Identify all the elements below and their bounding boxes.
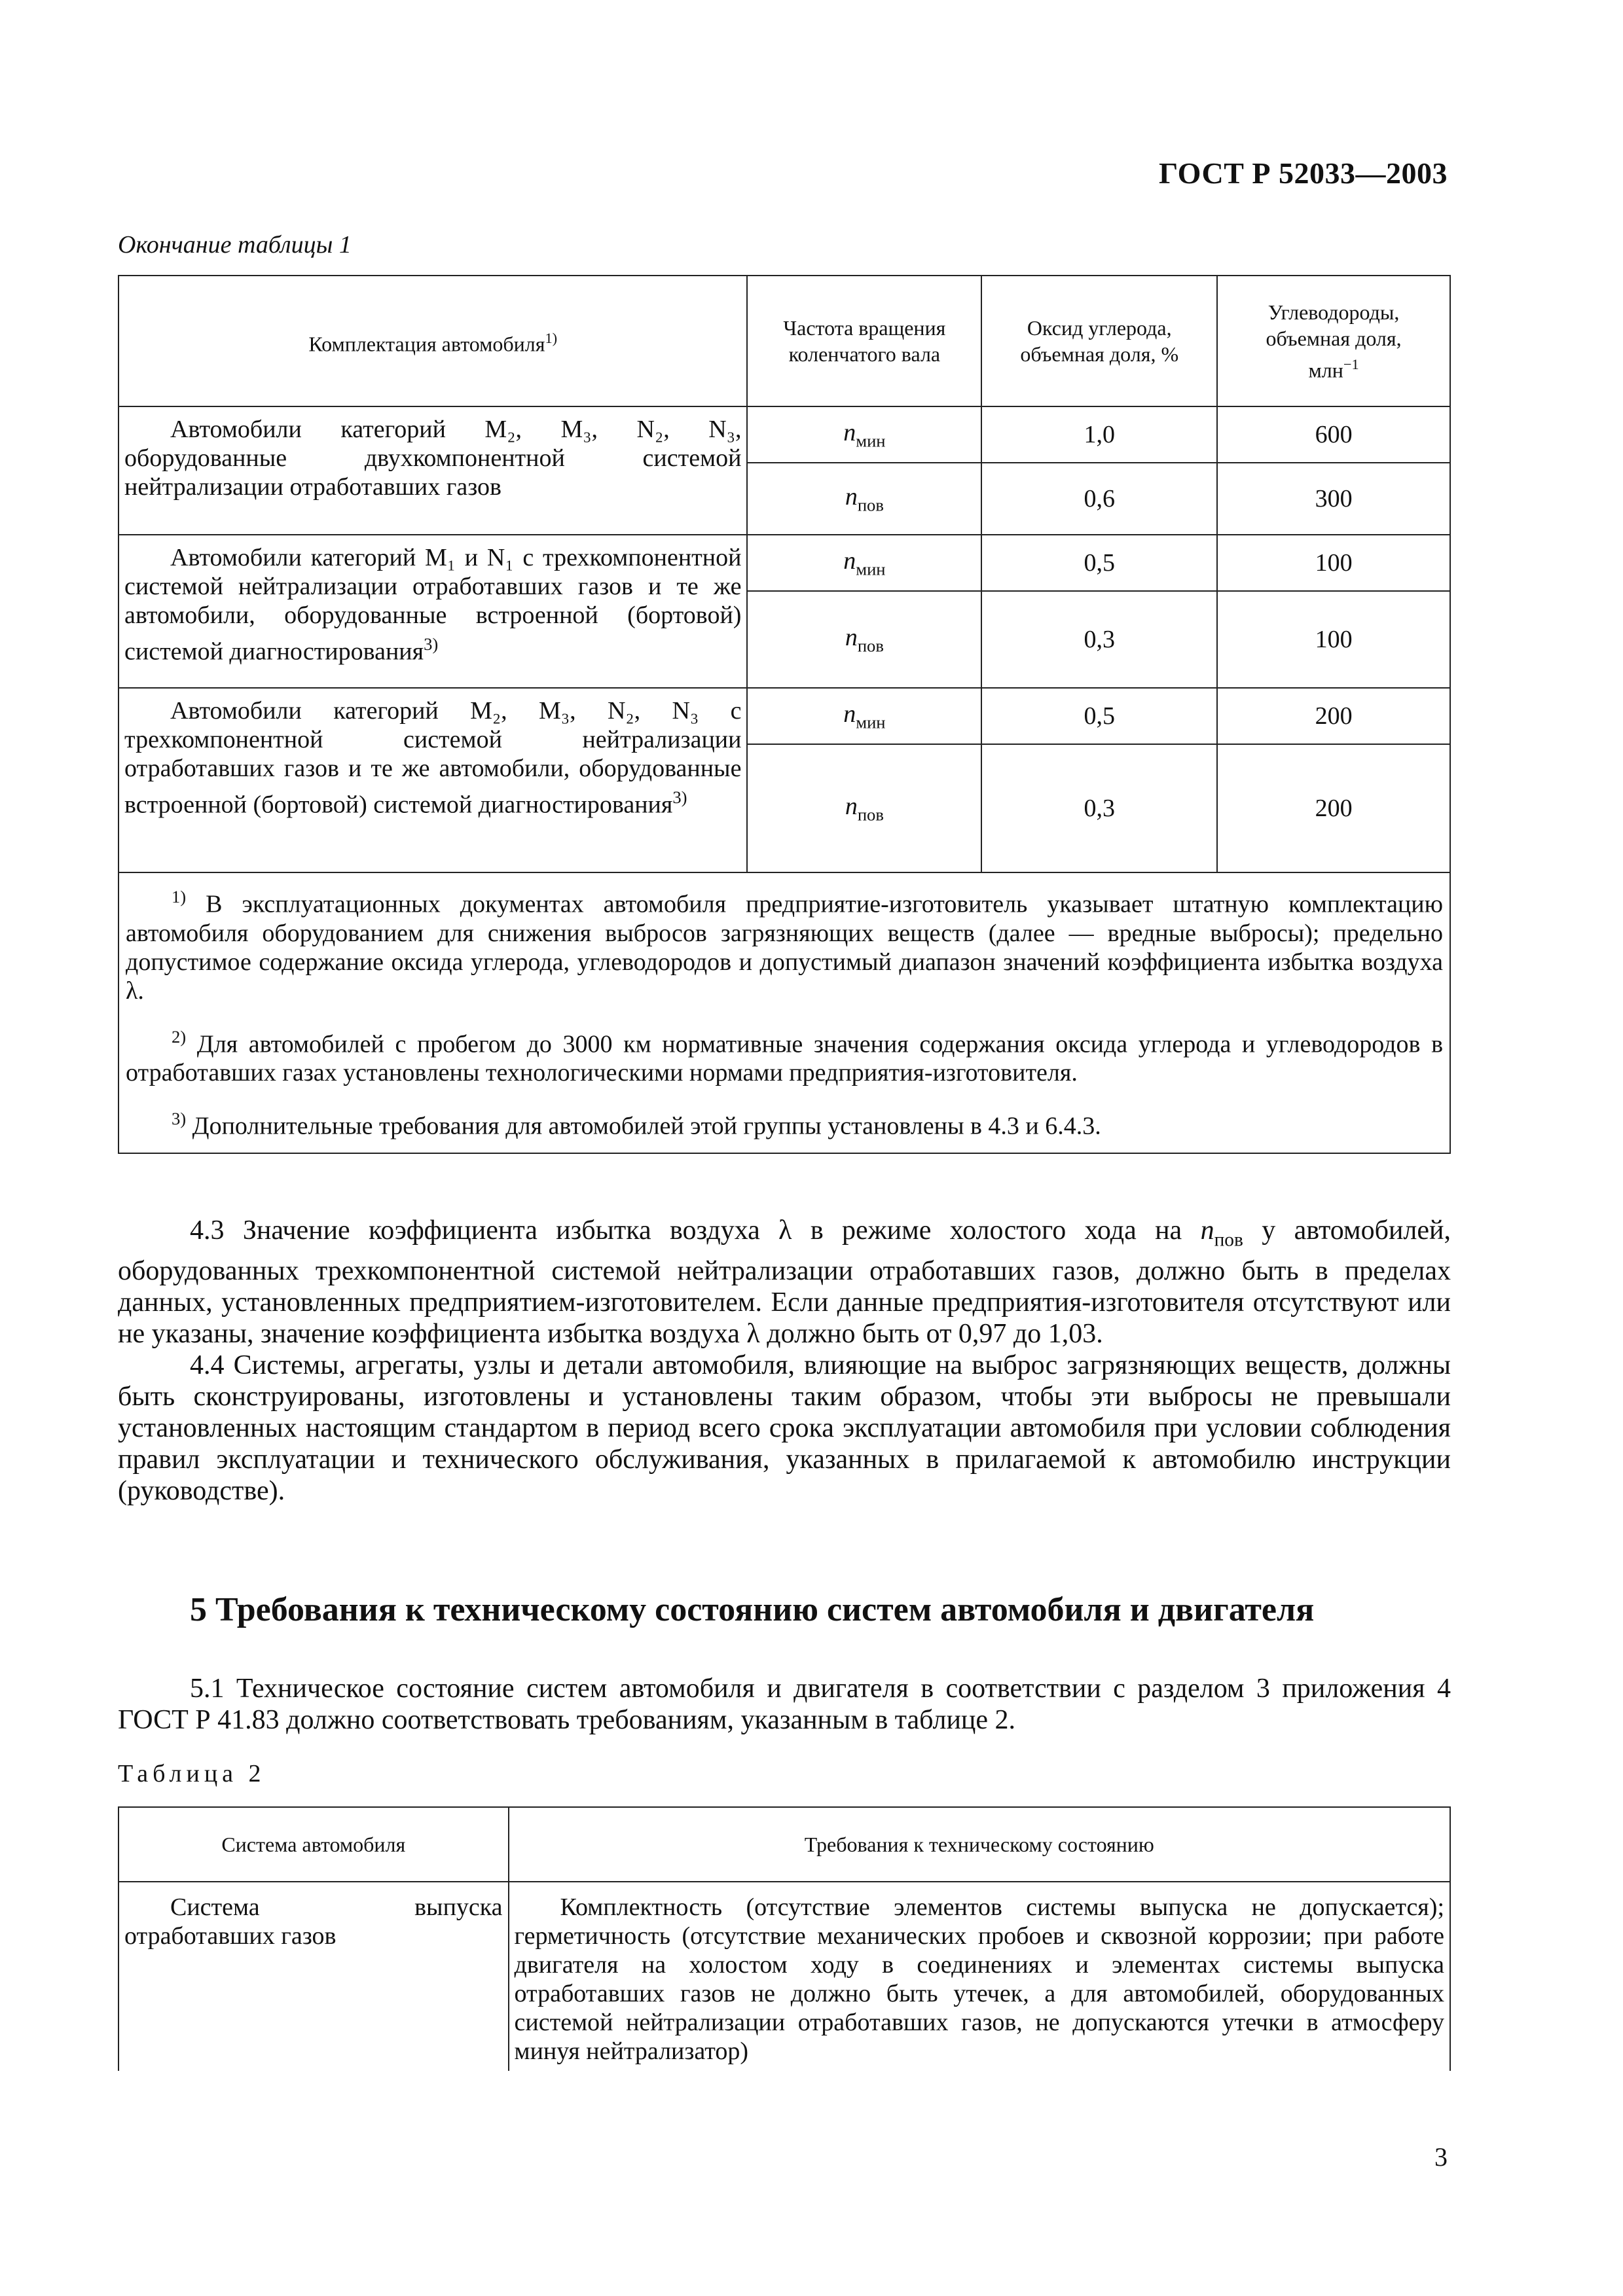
table-row bbox=[119, 1882, 1450, 2071]
table2-header-system: Система автомобиля bbox=[119, 1807, 509, 1882]
table1-header-row bbox=[119, 276, 1450, 406]
table2-header-row bbox=[119, 1807, 1450, 1882]
table1-row3-co-min: 0,5 bbox=[981, 688, 1217, 744]
table2-label: Таблица 2 bbox=[118, 1760, 266, 1787]
section-5-heading: 5 Требования к техническому состоянию систем автомобиля и двигателя bbox=[190, 1591, 1315, 1628]
table1-row1-freq-min: $n_{мин}$ bbox=[747, 406, 981, 463]
table1-row3-ch-min: 200 bbox=[1217, 688, 1450, 744]
table1-row3-freq-inc: $n_{пов}$ bbox=[747, 744, 981, 872]
table1-row1-co-inc: 0,6 bbox=[981, 463, 1217, 535]
table1-header-co: Оксид углерода, объемная доля, % bbox=[981, 276, 1217, 406]
table2-row1-requirements: Комплектность (отсутствие элементов системы выпуска не допускается); герметичность (отсутствие механических пробоев и сквозной коррозии; при работе двигателя на холостом ходу в соединениях и элементах системы выпуска отработавших газов не должно быть утечек, а для автомобилей, оборудованных системой нейтрализации отработавших газов, не допускаются утечки в атмосферу минуя нейтрализатор) bbox=[509, 1882, 1450, 2071]
table1-row2-description: Автомобили категорий M₁ и N₁ с трехкомпонентной системой нейтрализации отработавших газов и те же автомобили, оборудованные встроенной (бортовой) системой диагностирования$^{3)}$ bbox=[119, 535, 747, 688]
table1-header-frequency: Частота вращения коленчатого вала bbox=[747, 276, 981, 406]
table1-header-equipment: Комплектация автомобиля$^{1)}$ bbox=[119, 276, 747, 406]
table-row bbox=[119, 688, 1450, 744]
table1-note-3: $^{3)}$ Дополнительные требования для автомобилей этой группы установлены в 4.3 и 6.4.3. bbox=[172, 1109, 1101, 1140]
table1-notes-row bbox=[119, 872, 1450, 1153]
table1-continuation-caption: Окончание таблицы 1 bbox=[118, 231, 352, 259]
paragraphs-4-3-4-4 bbox=[118, 1215, 1451, 1507]
table1-note-1: $^{1)}$ В эксплуатационных документах автомобиля предприятие-изготовитель указывает штатную комплектацию автомобиля оборудованием для снижения выбросов загрязняющих веществ (далее — вредные выбросы); предельно допустимое содержание оксида углерода, углеводородов и допустимый диапазон значений коэффициента избытка воздуха λ. bbox=[126, 887, 1443, 1005]
paragraph-4-3: 4.3 Значение коэффициента избытка воздуха λ в режиме холостого хода на $n_{пов}$ у автомобилей, оборудованных трехкомпонентной системой нейтрализации отработавших газов, должно быть в пределах данных, установленных предприятием-изготовителем. Если данные предприятия-изготовителя отсутствуют или не указаны, значение коэффициента избытка воздуха λ должно быть от 0,97 до 1,03. bbox=[118, 1215, 1451, 1350]
table1-row2-ch-min: 100 bbox=[1217, 535, 1450, 591]
table1-row1-co-min: 1,0 bbox=[981, 406, 1217, 463]
table-row bbox=[119, 406, 1450, 463]
page-number: 3 bbox=[1434, 2142, 1448, 2172]
table1-note-2: $^{2)}$ Для автомобилей с пробегом до 3000 км нормативные значения содержания оксида углерода и углеводородов в отработавших газах установлены технологическими нормами предприятия-изготовителя. bbox=[126, 1026, 1444, 1087]
table1-row2-ch-inc: 100 bbox=[1217, 591, 1450, 688]
table1-row2-freq-inc: $n_{пов}$ bbox=[747, 591, 981, 688]
table-1 bbox=[118, 275, 1451, 1154]
table1-header-ch: Углеводороды, объемная доля, млн$^{-1}$ bbox=[1217, 276, 1450, 406]
table1-row2-co-inc: 0,3 bbox=[981, 591, 1217, 688]
table1-row3-description: Автомобили категорий M₂, M₃, N₂, N₃ с трехкомпонентной системой нейтрализации отработавших газов и те же автомобили, оборудованные встроенной (бортовой) системой диагностирования$^{3)}$ bbox=[119, 688, 747, 872]
table-row bbox=[119, 535, 1450, 591]
paragraph-5-1: 5.1 Техническое состояние систем автомобиля и двигателя в соответствии с разделом 3 приложения 4 ГОСТ Р 41.83 должно соответствовать требованиям, указанным в таблице 2. bbox=[118, 1674, 1451, 1735]
table1-row1-description: Автомобили категорий M₂, M₃, N₂, N₃, оборудованные двухкомпонентной системой нейтрализации отработавших газов bbox=[119, 406, 747, 535]
table2-row1-system: Система выпуска отработавших газов bbox=[119, 1882, 509, 2071]
standard-code-header: ГОСТ Р 52033—2003 bbox=[1159, 156, 1448, 190]
table1-row1-ch-min: 600 bbox=[1217, 406, 1450, 463]
table1-row3-co-inc: 0,3 bbox=[981, 744, 1217, 872]
table-2 bbox=[118, 1806, 1451, 2071]
table1-row2-freq-min: $n_{мин}$ bbox=[747, 535, 981, 591]
paragraph-5-1-block bbox=[118, 1673, 1451, 1736]
table1-notes bbox=[119, 872, 1450, 1153]
table1-row3-ch-inc: 200 bbox=[1217, 744, 1450, 872]
table1-row1-freq-inc: $n_{пов}$ bbox=[747, 463, 981, 535]
table1-row2-co-min: 0,5 bbox=[981, 535, 1217, 591]
table1-row1-ch-inc: 300 bbox=[1217, 463, 1450, 535]
table1-row3-freq-min: $n_{мин}$ bbox=[747, 688, 981, 744]
table2-header-requirements: Требования к техническому состоянию bbox=[509, 1807, 1450, 1882]
paragraph-4-4: 4.4 Системы, агрегаты, узлы и детали автомобиля, влияющие на выброс загрязняющих веществ, должны быть сконструированы, изготовлены и установлены таким образом, чтобы эти выбросы не превышали установленных настоящим стандартом в период всего срока эксплуатации автомобиля при условии соблюдения правил эксплуатации и технического обслуживания, указанных в прилагаемой к автомобилю инструкции (руководстве). bbox=[118, 1350, 1451, 1507]
